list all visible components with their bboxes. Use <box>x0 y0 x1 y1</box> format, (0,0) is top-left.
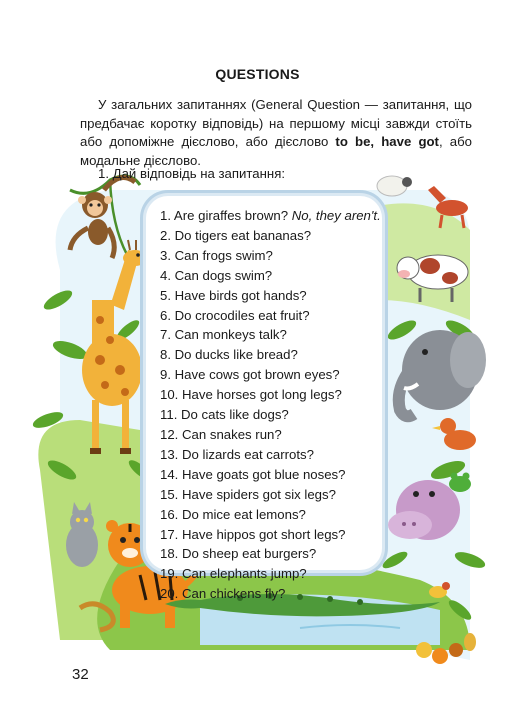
question-item: 5. Have birds got hands? <box>160 287 307 303</box>
intro-bold-have-got: have got <box>381 134 439 150</box>
question-item: 7. Can monkeys talk? <box>160 327 287 343</box>
page-heading: QUESTIONS <box>215 66 300 82</box>
task-instruction: 1. Дай відповідь на запитання: <box>98 166 285 181</box>
question-item: 15. Have spiders got six legs? <box>160 486 336 502</box>
question-item: 2. Do tigers eat bananas? <box>160 227 312 243</box>
question-item: 20. Can chickens fly? <box>160 586 286 602</box>
question-item: 10. Have horses got long legs? <box>160 387 342 403</box>
page-number: 32 <box>72 666 89 683</box>
question-item: 17. Have hippos got short legs? <box>160 526 346 542</box>
intro-text-part1: У загальних запитаннях (General Question — запитання, що предбачає коротку відповідь) на першому місці завжди стоїть або допоміжне дієслово, або дієслово <box>80 97 472 150</box>
question-item: 19. Can elephants jump? <box>160 566 307 582</box>
question-item: 9. Have cows got brown eyes? <box>160 367 340 383</box>
question-answer: No, they aren't. <box>291 208 381 223</box>
question-item: 8. Do ducks like bread? <box>160 347 298 363</box>
question-item: 16. Do mice eat lemons? <box>160 506 306 522</box>
question-item: 13. Do lizards eat carrots? <box>160 446 314 462</box>
question-item: 4. Can dogs swim? <box>160 267 273 283</box>
question-text: 1. Are giraffes brown? <box>160 208 292 223</box>
question-item: 14. Have goats got blue noses? <box>160 466 346 482</box>
intro-bold-to-be: to be <box>335 134 371 150</box>
question-item: 11. Do cats like dogs? <box>160 407 289 423</box>
questions-list <box>160 206 390 604</box>
intro-paragraph <box>80 96 472 170</box>
question-item: 6. Do crocodiles eat fruit? <box>160 307 310 323</box>
question-item: 18. Do sheep eat burgers? <box>160 546 317 562</box>
question-item: 3. Can frogs swim? <box>160 247 273 263</box>
question-item <box>160 206 390 226</box>
intro-text-part2: , або модальне дієслово. <box>80 134 472 168</box>
question-item: 12. Can snakes run? <box>160 426 282 442</box>
intro-bold-separator: , <box>370 134 382 150</box>
